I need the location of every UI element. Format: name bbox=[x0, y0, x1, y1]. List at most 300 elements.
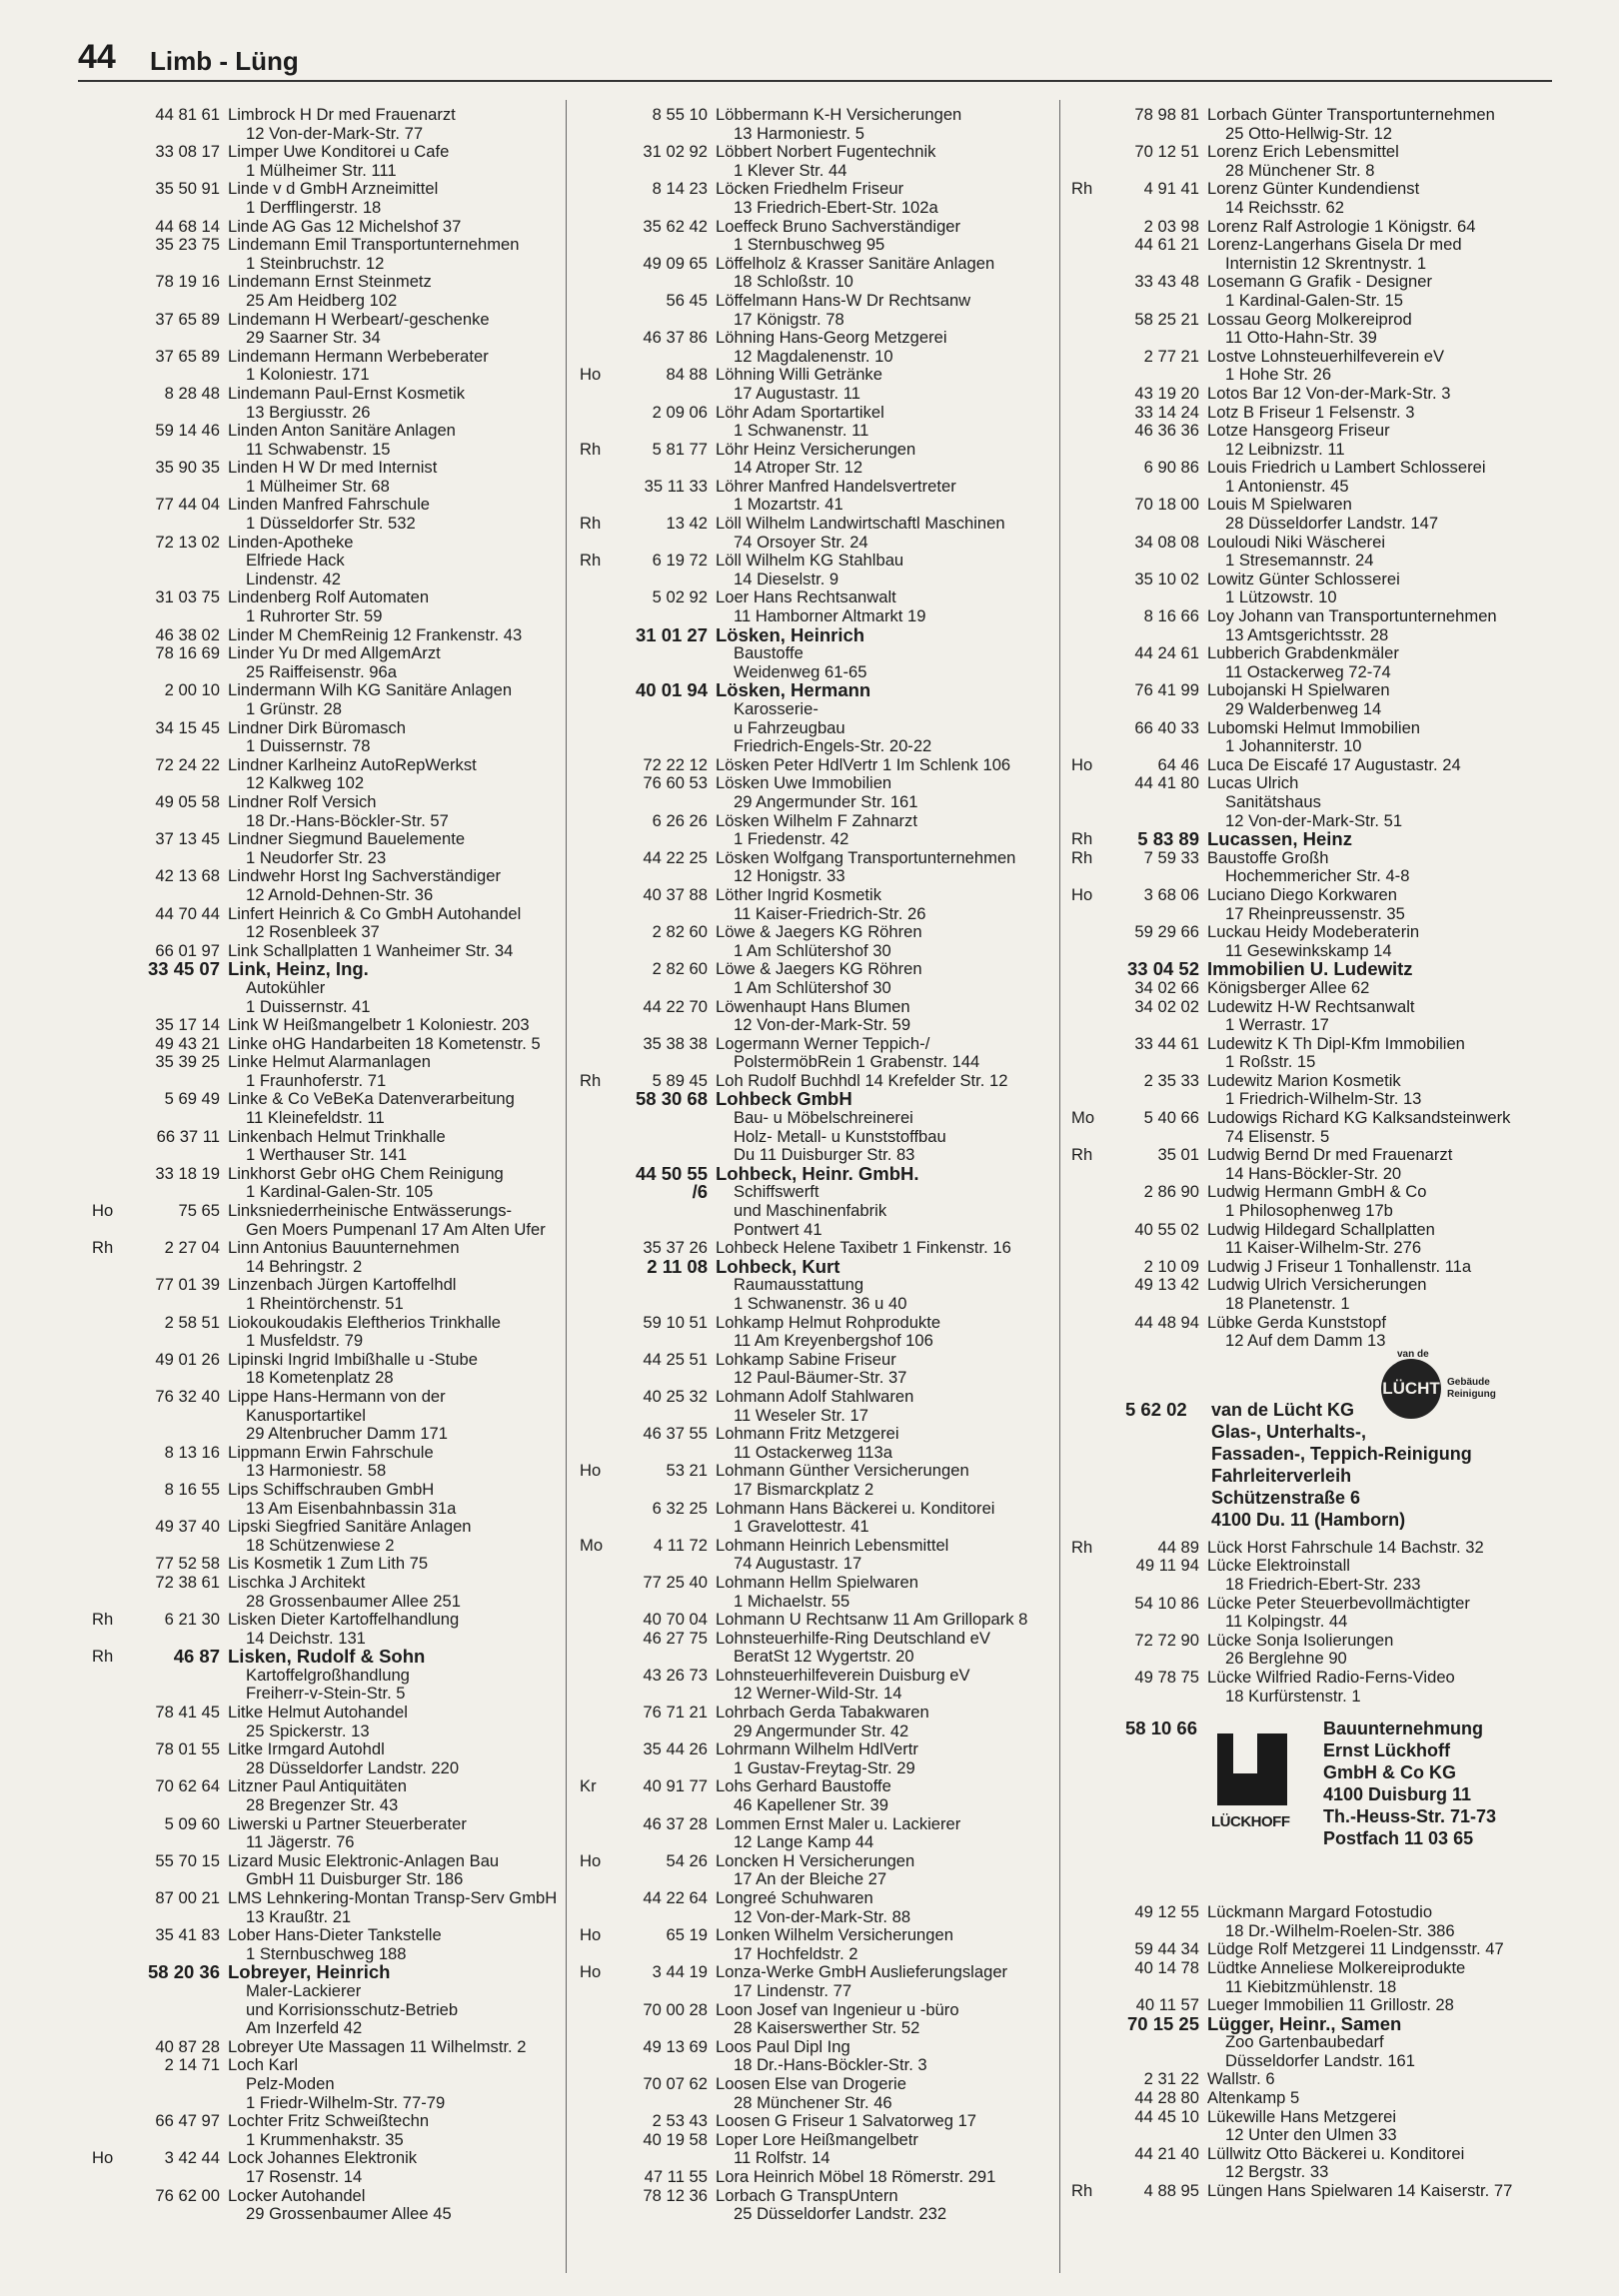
listing-name: Linde v d GmbH Arzneimittel bbox=[228, 179, 439, 199]
listing-text bbox=[228, 2056, 560, 2112]
listing-entry bbox=[1067, 1595, 1547, 1632]
district-prefix bbox=[88, 1740, 126, 1777]
phone-number bbox=[614, 2038, 716, 2075]
phone-number-value: 5 89 45 bbox=[652, 1070, 708, 1090]
district-prefix bbox=[88, 644, 126, 681]
listing-detail: 1 Johanniterstr. 10 bbox=[1225, 736, 1362, 756]
listing-text bbox=[1207, 1940, 1547, 1959]
listing-text bbox=[1207, 404, 1547, 423]
page-range-title: Limb - Lüng bbox=[150, 46, 299, 76]
phone-number bbox=[1105, 2089, 1207, 2108]
luecht-logo-caption bbox=[1447, 1377, 1496, 1401]
listing-name: Lohmann Hans Bäckerei u. Konditorei bbox=[716, 1498, 995, 1518]
listing-entry bbox=[88, 1016, 560, 1035]
listing-name: Löwe & Jaegers KG Röhren bbox=[716, 959, 922, 979]
district-prefix bbox=[576, 329, 614, 366]
listing-detail: 11 Weseler Str. 17 bbox=[734, 1405, 868, 1425]
district-prefix bbox=[1067, 1276, 1105, 1313]
district-prefix: Rh bbox=[580, 551, 602, 571]
listing-detail: 18 Dr.-Hans-Böckler-Str. 57 bbox=[246, 810, 449, 830]
listing-text bbox=[228, 1016, 560, 1035]
district-prefix bbox=[1067, 923, 1105, 960]
phone-number bbox=[614, 218, 716, 255]
phone-number-value: 44 25 51 bbox=[643, 1349, 708, 1369]
listing-entry bbox=[1067, 960, 1547, 979]
listing-text bbox=[716, 329, 1055, 366]
listing-entry bbox=[88, 1239, 560, 1276]
listing-detail: 1 Stresemannstr. 24 bbox=[1225, 551, 1374, 571]
listing-text bbox=[716, 255, 1055, 292]
phone-number bbox=[614, 404, 716, 441]
listing-entry bbox=[1067, 2108, 1547, 2145]
listing-entry bbox=[576, 106, 1055, 143]
listing-detail: Elfriede Hack bbox=[246, 551, 345, 571]
district-prefix bbox=[576, 1258, 614, 1314]
listing-entry bbox=[88, 2149, 560, 2186]
listing-entry bbox=[88, 1574, 560, 1611]
listing-text bbox=[228, 626, 560, 645]
district-prefix bbox=[576, 1630, 614, 1667]
phone-number bbox=[126, 905, 228, 942]
phone-number-value: 6 32 25 bbox=[652, 1498, 708, 1518]
advertisement-lueckhoff bbox=[1067, 1718, 1547, 1895]
phone-number bbox=[1105, 1276, 1207, 1313]
district-prefix bbox=[88, 867, 126, 904]
page-header bbox=[78, 36, 1552, 82]
phone-number bbox=[126, 1740, 228, 1777]
phone-number bbox=[1105, 385, 1207, 404]
listing-text bbox=[228, 1053, 560, 1090]
phone-number bbox=[126, 681, 228, 718]
district-prefix bbox=[1067, 774, 1105, 830]
phone-number-value: 5 09 60 bbox=[164, 1813, 220, 1833]
listing-entry bbox=[576, 1537, 1055, 1574]
listing-name: Lohkamp Sabine Friseur bbox=[716, 1349, 896, 1369]
listing-text bbox=[228, 106, 560, 143]
listing-name: Lohbeck, Kurt bbox=[716, 1255, 840, 1277]
district-prefix bbox=[576, 1035, 614, 1072]
phone-number bbox=[614, 812, 716, 849]
listing-detail: Kartoffelgroßhandlung bbox=[246, 1665, 410, 1685]
listing-name: Lübke Gerda Kunststopf bbox=[1207, 1312, 1386, 1332]
district-prefix bbox=[576, 1388, 614, 1425]
district-prefix bbox=[88, 459, 126, 496]
phone-number bbox=[126, 867, 228, 904]
listing-text bbox=[1207, 496, 1547, 533]
listing-detail: Pelz-Moden bbox=[246, 2073, 335, 2093]
district-prefix bbox=[576, 292, 614, 329]
listing-text bbox=[228, 1963, 560, 2037]
listing-name: Baustoffe Großh bbox=[1207, 847, 1329, 867]
district-prefix bbox=[576, 1314, 614, 1351]
listing-text bbox=[716, 1777, 1055, 1814]
listing-entry bbox=[576, 552, 1055, 588]
phone-number-value: 76 60 53 bbox=[643, 773, 708, 793]
listing-name: Ludwig Hermann GmbH & Co bbox=[1207, 1182, 1427, 1202]
listing-name: Lüdge Rolf Metzgerei 11 Lindgensstr. 47 bbox=[1207, 1939, 1504, 1959]
phone-number-value: 46 37 55 bbox=[643, 1424, 708, 1444]
listing-entry bbox=[1067, 1996, 1547, 2015]
phone-number bbox=[1105, 404, 1207, 423]
directory-column-2 bbox=[576, 106, 1055, 2274]
listing-text bbox=[228, 756, 560, 793]
listing-name: Loh Rudolf Buchhdl 14 Krefelder Str. 12 bbox=[716, 1070, 1008, 1090]
phone-number-value: 44 48 94 bbox=[1134, 1312, 1199, 1332]
listing-name: Lüngen Hans Spielwaren 14 Kaiserstr. 77 bbox=[1207, 2181, 1513, 2201]
listing-detail: Karosserie- bbox=[734, 699, 818, 718]
ad-line: GmbH & Co KG bbox=[1323, 1762, 1456, 1783]
listing-entry bbox=[1067, 1940, 1547, 1959]
listing-name: Linke Helmut Alarmanlagen bbox=[228, 1052, 431, 1072]
phone-number-value: 2 77 21 bbox=[1143, 346, 1199, 366]
district-prefix bbox=[88, 793, 126, 830]
listing-detail: 1 Kardinal-Galen-Str. 105 bbox=[246, 1182, 434, 1202]
listing-entry bbox=[576, 2187, 1055, 2224]
listing-text bbox=[228, 960, 560, 1016]
phone-number-value: 77 44 04 bbox=[155, 495, 220, 515]
listing-name: Lizard Music Elektronic-Anlagen Bau bbox=[228, 1850, 500, 1870]
listing-text bbox=[1207, 886, 1547, 923]
listing-text bbox=[716, 1035, 1055, 1072]
directory-column-3 bbox=[1067, 106, 1547, 2274]
listing-name: Linkenbach Helmut Trinkhalle bbox=[228, 1126, 446, 1146]
listing-text bbox=[228, 719, 560, 756]
district-prefix bbox=[88, 1128, 126, 1165]
listing-detail: 18 Schloßstr. 10 bbox=[734, 272, 853, 292]
district-prefix: Ho bbox=[580, 1461, 602, 1481]
phone-number bbox=[1105, 998, 1207, 1035]
listing-entry bbox=[88, 1815, 560, 1852]
phone-number bbox=[126, 385, 228, 422]
district-prefix bbox=[1067, 2108, 1105, 2145]
listing-text bbox=[716, 2168, 1055, 2187]
listing-detail: 1 Gravelottestr. 41 bbox=[734, 1517, 869, 1537]
listing-entry bbox=[576, 255, 1055, 292]
phone-number-value: 6 19 72 bbox=[652, 551, 708, 571]
phone-number-value: 33 14 24 bbox=[1134, 402, 1199, 422]
listing-entry bbox=[88, 1351, 560, 1388]
phone-number-value: 43 26 73 bbox=[643, 1665, 708, 1685]
district-prefix: Rh bbox=[580, 514, 602, 534]
district-prefix bbox=[576, 2038, 614, 2075]
district-prefix bbox=[88, 1777, 126, 1814]
listing-name: Lubojanski H Spielwaren bbox=[1207, 680, 1390, 700]
listing-entry bbox=[576, 849, 1055, 886]
phone-number-value: 70 07 62 bbox=[643, 2073, 708, 2093]
listing-text bbox=[1207, 143, 1547, 180]
listing-text bbox=[716, 1852, 1055, 1889]
phone-number-value: 2 82 60 bbox=[652, 922, 708, 942]
district-prefix bbox=[1067, 1035, 1105, 1072]
district-prefix bbox=[88, 1574, 126, 1611]
listing-text bbox=[716, 218, 1055, 255]
phone-number-value: 53 21 bbox=[666, 1461, 708, 1481]
district-prefix bbox=[88, 681, 126, 718]
district-prefix bbox=[1067, 534, 1105, 571]
listing-entry bbox=[88, 1777, 560, 1814]
listing-entry bbox=[576, 292, 1055, 329]
listing-name: Lotze Hansgeorg Friseur bbox=[1207, 421, 1390, 441]
listing-entry bbox=[576, 681, 1055, 755]
phone-number bbox=[126, 1388, 228, 1444]
listing-detail: 28 Münchener Str. 8 bbox=[1225, 160, 1375, 180]
listing-name: Lohs Gerhard Baustoffe bbox=[716, 1776, 891, 1796]
listing-name: Altenkamp 5 bbox=[1207, 2088, 1300, 2108]
phone-number-value: 49 13 69 bbox=[643, 2036, 708, 2056]
phone-number-value: 58 25 21 bbox=[1134, 309, 1199, 329]
listing-detail: Pontwert 41 bbox=[734, 1219, 822, 1239]
phone-number-value: 47 11 55 bbox=[644, 2166, 708, 2186]
phone-number-value: 35 90 35 bbox=[155, 458, 220, 478]
column-divider bbox=[1059, 100, 1060, 2273]
listing-text bbox=[228, 273, 560, 310]
listing-text bbox=[716, 774, 1055, 811]
district-prefix bbox=[88, 1016, 126, 1035]
page-number: 44 bbox=[78, 38, 116, 76]
listing-text bbox=[1207, 1276, 1547, 1313]
listing-detail: Baustoffe bbox=[734, 643, 804, 663]
listing-detail: 1 Schwanenstr. 36 u 40 bbox=[734, 1294, 907, 1313]
listing-name: Königsberger Allee 62 bbox=[1207, 977, 1370, 997]
listing-detail: 13 Friedrich-Ebert-Str. 102a bbox=[734, 197, 938, 217]
listing-entry bbox=[88, 1165, 560, 1202]
listing-text bbox=[716, 478, 1055, 515]
listing-text bbox=[1207, 534, 1547, 571]
phone-number bbox=[1105, 1632, 1207, 1669]
listing-name: Ludowigs Richard KG Kalksandsteinwerk bbox=[1207, 1108, 1511, 1128]
phone-number bbox=[126, 348, 228, 385]
listing-entry bbox=[576, 2112, 1055, 2131]
listing-detail: 12 Von-der-Mark-Str. 51 bbox=[1225, 810, 1403, 830]
listing-entry bbox=[576, 1889, 1055, 1926]
listing-detail: 14 Reichsstr. 62 bbox=[1225, 197, 1344, 217]
listing-detail: 1 Lützowstr. 10 bbox=[1225, 587, 1337, 607]
listing-name: Louis Friedrich u Lambert Schlosserei bbox=[1207, 458, 1486, 478]
listing-detail: BeratSt 12 Wygertstr. 20 bbox=[734, 1647, 914, 1667]
district-prefix bbox=[576, 1425, 614, 1462]
listing-text bbox=[228, 2187, 560, 2224]
listing-name: Löwenhaupt Hans Blumen bbox=[716, 996, 910, 1016]
phone-number bbox=[126, 1090, 228, 1127]
phone-number bbox=[614, 1630, 716, 1667]
listing-name: Löhrer Manfred Handelsvertreter bbox=[716, 476, 956, 496]
phone-number bbox=[126, 2056, 228, 2112]
listing-detail: 18 Friedrich-Ebert-Str. 233 bbox=[1225, 1574, 1421, 1594]
listing-text bbox=[1207, 607, 1547, 644]
listing-detail: 1 Hohe Str. 26 bbox=[1225, 365, 1332, 385]
phone-number bbox=[614, 1963, 716, 2000]
listing-name: Louis M Spielwaren bbox=[1207, 495, 1352, 515]
district-prefix: Ho bbox=[1071, 754, 1093, 774]
listing-detail: 1 Antonienstr. 45 bbox=[1225, 476, 1349, 496]
listing-detail: 29 Saarner Str. 34 bbox=[246, 328, 381, 348]
district-prefix bbox=[88, 756, 126, 793]
phone-number-value: 40 11 57 bbox=[1135, 1995, 1199, 2015]
listing-text bbox=[716, 1162, 1055, 1239]
phone-number bbox=[1105, 979, 1207, 998]
phone-number bbox=[614, 2168, 716, 2187]
phone-number bbox=[1105, 1109, 1207, 1146]
phone-number bbox=[126, 1926, 228, 1963]
phone-number bbox=[1105, 1959, 1207, 1996]
phone-number bbox=[1105, 273, 1207, 310]
listing-detail: 1 Am Schlütershof 30 bbox=[734, 977, 891, 997]
listing-name: Wallstr. 6 bbox=[1207, 2069, 1275, 2089]
listing-name: Linden Anton Sanitäre Anlagen bbox=[228, 421, 456, 441]
listing-detail: 17 Rosenstr. 14 bbox=[246, 2166, 363, 2186]
phone-number-value: 33 08 17 bbox=[155, 142, 220, 162]
listing-text bbox=[716, 2001, 1055, 2038]
listing-detail: Schiffswerft bbox=[734, 1182, 819, 1202]
phone-number-value: 2 00 10 bbox=[164, 680, 220, 700]
listing-detail: 28 Düsseldorfer Landstr. 220 bbox=[246, 1757, 460, 1777]
listing-name: Liwerski u Partner Steuerberater bbox=[228, 1813, 467, 1833]
ad-line: 4100 Du. 11 (Hamborn) bbox=[1211, 1509, 1406, 1530]
listing-name: Lindemann Paul-Ernst Kosmetik bbox=[228, 383, 466, 403]
listing-text bbox=[1207, 2145, 1547, 2182]
listing-name: Löhr Heinz Versicherungen bbox=[716, 439, 916, 459]
listing-entry bbox=[576, 1500, 1055, 1537]
listing-detail: 1 Friedr-Wilhelm-Str. 77-79 bbox=[246, 2092, 446, 2112]
listing-entry bbox=[576, 960, 1055, 997]
phone-number bbox=[614, 143, 716, 180]
listing-entry bbox=[88, 644, 560, 681]
listing-detail: 1 Duissernstr. 78 bbox=[246, 736, 371, 756]
listing-name: Löther Ingrid Kosmetik bbox=[716, 884, 882, 904]
listing-entry bbox=[88, 273, 560, 310]
listing-entry bbox=[1067, 571, 1547, 607]
phone-number bbox=[614, 552, 716, 588]
phone-number-value: 55 70 15 bbox=[155, 1850, 220, 1870]
district-prefix bbox=[88, 218, 126, 237]
phone-number-value: 77 25 40 bbox=[643, 1572, 708, 1592]
listing-entry bbox=[88, 626, 560, 645]
listing-text bbox=[1207, 2070, 1547, 2089]
listing-text bbox=[1207, 422, 1547, 459]
listing-text bbox=[1207, 2012, 1547, 2071]
listing-detail: Du 11 Duisburger Str. 83 bbox=[734, 1145, 915, 1165]
phone-number-value: 54 10 86 bbox=[1134, 1593, 1199, 1613]
listing-name: Losemann G Grafik - Designer bbox=[1207, 272, 1433, 292]
phone-number bbox=[126, 422, 228, 459]
listing-text bbox=[1207, 998, 1547, 1035]
phone-number bbox=[1105, 830, 1207, 849]
phone-number-value: 49 12 55 bbox=[1134, 1902, 1199, 1922]
phone-number bbox=[1105, 1035, 1207, 1072]
listing-entry bbox=[1067, 681, 1547, 718]
listing-text bbox=[228, 1481, 560, 1518]
phone-number bbox=[126, 534, 228, 589]
phone-number-value: 40 91 77 bbox=[643, 1776, 708, 1796]
district-prefix bbox=[88, 719, 126, 756]
district-prefix: Ho bbox=[580, 365, 602, 385]
district-prefix bbox=[576, 404, 614, 441]
district-prefix bbox=[1067, 1183, 1105, 1220]
listing-text bbox=[228, 1518, 560, 1555]
ad-line: Schützenstraße 6 bbox=[1211, 1487, 1361, 1508]
listing-entry bbox=[88, 496, 560, 533]
listing-text bbox=[228, 1852, 560, 1889]
listing-name: Löbbert Norbert Fugentechnik bbox=[716, 142, 936, 162]
phone-number bbox=[614, 2187, 716, 2224]
listing-entry bbox=[88, 1053, 560, 1090]
phone-number-value: 2 58 51 bbox=[164, 1312, 220, 1332]
listing-entry bbox=[88, 143, 560, 180]
phone-number-value: 70 12 51 bbox=[1134, 142, 1199, 162]
phone-number bbox=[126, 106, 228, 143]
phone-number bbox=[126, 1239, 228, 1276]
listing-text bbox=[1207, 1314, 1547, 1351]
listing-entry bbox=[1067, 2182, 1547, 2201]
listing-text bbox=[716, 2038, 1055, 2075]
listing-text bbox=[716, 1351, 1055, 1388]
district-prefix bbox=[1067, 960, 1105, 979]
listing-entry bbox=[1067, 830, 1547, 849]
listing-name: Löll Wilhelm Landwirtschaftl Maschinen bbox=[716, 514, 1005, 534]
phone-number-value: 66 40 33 bbox=[1134, 717, 1199, 737]
district-prefix bbox=[576, 1889, 614, 1926]
phone-number bbox=[614, 1035, 716, 1072]
district-prefix bbox=[1067, 1959, 1105, 1996]
phone-number-value: 2 31 22 bbox=[1143, 2069, 1199, 2089]
phone-number bbox=[126, 1555, 228, 1574]
phone-number bbox=[614, 1314, 716, 1351]
district-prefix: Rh bbox=[1071, 179, 1093, 199]
listing-detail: 11 Kleinefeldstr. 11 bbox=[246, 1108, 385, 1128]
phone-number-value: 78 19 16 bbox=[155, 272, 220, 292]
listing-detail: 1 Schwanenstr. 11 bbox=[734, 421, 869, 441]
phone-number bbox=[1105, 1072, 1207, 1109]
listing-entry bbox=[1067, 1903, 1547, 1940]
listing-detail: 11 Jägerstr. 76 bbox=[246, 1832, 355, 1852]
phone-number-value: 46 38 02 bbox=[155, 624, 220, 644]
ad-phone-number: 58 10 66 bbox=[1125, 1718, 1198, 1739]
phone-number-value: 46 36 36 bbox=[1134, 421, 1199, 441]
listing-entry bbox=[576, 441, 1055, 478]
listing-entry bbox=[1067, 534, 1547, 571]
phone-number bbox=[126, 1165, 228, 1202]
listing-name: Lorenz Günter Kundendienst bbox=[1207, 179, 1420, 199]
listing-detail: Maler-Lackierer bbox=[246, 1980, 362, 2000]
listing-text bbox=[716, 1667, 1055, 1704]
phone-number-value: 2 53 43 bbox=[652, 2111, 708, 2131]
listing-entry bbox=[576, 1351, 1055, 1388]
ad-line: van de Lücht KG bbox=[1211, 1399, 1355, 1420]
phone-number-value: 8 14 23 bbox=[652, 179, 708, 199]
listing-entry bbox=[1067, 1072, 1547, 1109]
listing-detail: 26 Berglehne 90 bbox=[1225, 1649, 1347, 1669]
listing-name: Linden-Apotheke bbox=[228, 532, 354, 552]
district-prefix bbox=[576, 2131, 614, 2168]
listing-detail: 11 Kolpingstr. 44 bbox=[1225, 1612, 1348, 1632]
listing-name: Linkhorst Gebr oHG Chem Reinigung bbox=[228, 1163, 504, 1183]
listing-detail: Am Inzerfeld 42 bbox=[246, 2018, 363, 2038]
listing-entry bbox=[1067, 1539, 1547, 1558]
listing-detail: 12 Von-der-Mark-Str. 88 bbox=[734, 1906, 911, 1926]
phone-number bbox=[614, 1425, 716, 1462]
phone-number bbox=[126, 459, 228, 496]
phone-number-value: 33 43 48 bbox=[1134, 272, 1199, 292]
listing-name: Lösken, Heinrich bbox=[716, 623, 865, 645]
phone-number bbox=[614, 2001, 716, 2038]
phone-number-value: 8 55 10 bbox=[652, 106, 708, 124]
phone-number-value: 31 01 27 bbox=[635, 623, 708, 645]
listing-text bbox=[716, 1926, 1055, 1963]
listing-detail: Gen Moers Pumpenanl 17 Am Alten Ufer bbox=[246, 1219, 546, 1239]
listing-detail: 1 Sternbuschweg 188 bbox=[246, 1943, 407, 1963]
listing-detail: Holz- Metall- u Kunststoffbau bbox=[734, 1126, 946, 1146]
listing-text bbox=[1207, 681, 1547, 718]
